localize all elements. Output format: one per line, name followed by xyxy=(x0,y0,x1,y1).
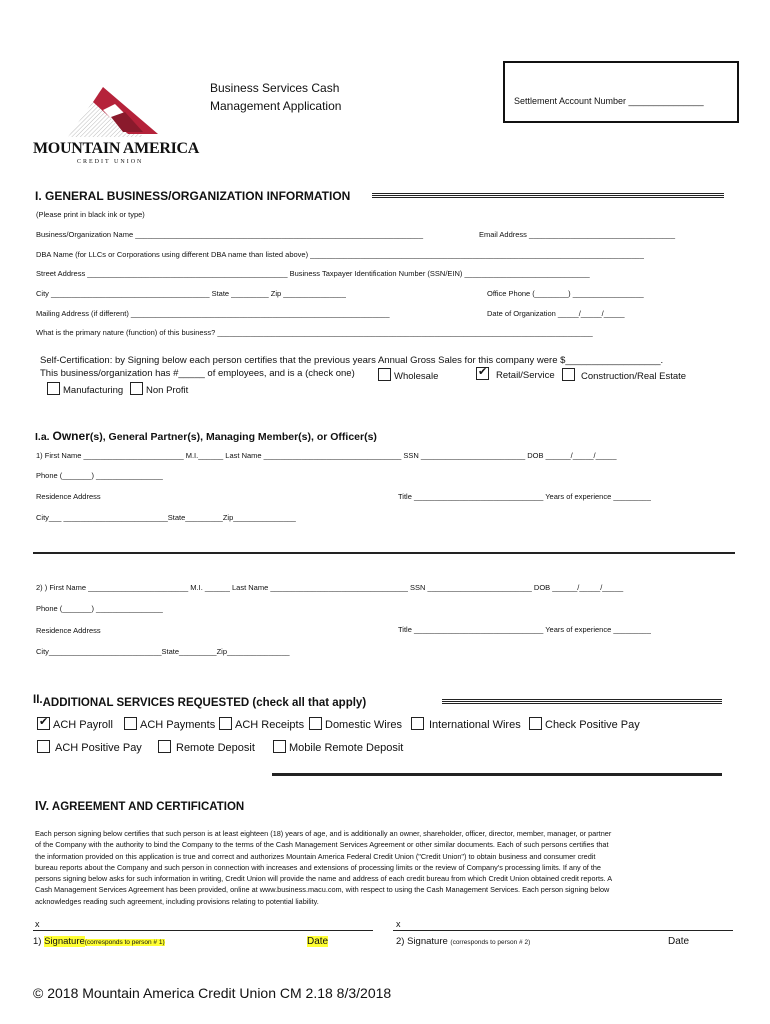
person-divider xyxy=(33,552,735,554)
section2-title: ADDITIONAL SERVICES REQUESTED (check all that apply) xyxy=(42,697,367,709)
manufacturing-checkbox[interactable] xyxy=(47,382,60,395)
check-positive-pay-checkbox[interactable] xyxy=(529,717,542,730)
person2-phone-field[interactable]: Phone (_______) ________________ xyxy=(36,604,163,613)
mobile-remote-deposit-label: Mobile Remote Deposit xyxy=(289,742,404,754)
signature1-note: (corresponds to person # 1) xyxy=(84,939,165,946)
mobile-remote-deposit-checkbox[interactable] xyxy=(273,740,286,753)
retail-service-label: Retail/Service xyxy=(496,370,555,381)
section4-prefix: IV. xyxy=(35,799,50,813)
self-certification-text: Self-Certification: by Signing below each person certifies that the previous years Annual Gross Sales for this company were $__________________. xyxy=(40,355,664,366)
option-construction[interactable] xyxy=(562,368,686,382)
signature1-label xyxy=(33,936,165,947)
option-wholesale[interactable] xyxy=(378,368,438,382)
remote-deposit-checkbox[interactable] xyxy=(158,740,171,753)
section2-bottom-rule xyxy=(272,773,722,776)
email-field[interactable]: Email Address ___________________________________ xyxy=(479,230,676,239)
dba-name-field[interactable]: DBA Name (for LLCs or Corporations using different DBA name than listed above) ________________________________________________________________________________ xyxy=(36,250,644,259)
domestic-wires-checkbox[interactable] xyxy=(309,717,322,730)
section1-rule xyxy=(372,193,724,198)
international-wires-checkbox[interactable] xyxy=(411,717,424,730)
ach-payroll-checkbox[interactable] xyxy=(37,717,50,730)
signature2-mark: x xyxy=(396,919,401,929)
signature1-num: 1) xyxy=(33,936,45,947)
agreement-line: Each person signing below certifies that such person is at least eighteen (18) years of age, and is additionally an owner, shareholder, officer, director, member, manager, or partner xyxy=(35,829,612,838)
date2-label: Date xyxy=(668,936,690,947)
settlement-account-box[interactable] xyxy=(503,61,739,123)
signature1-word: Signature xyxy=(44,936,85,947)
agreement-line: bureau reports about the Company and such person in connection with increases and extensions of processing limits or the review of Company's processing limits. If any of the xyxy=(35,862,601,872)
business-nature-field[interactable]: What is the primary nature (function) of this business? __________________________________________________________________________________________ xyxy=(36,328,593,337)
section2-rule xyxy=(442,699,722,704)
construction-checkbox[interactable] xyxy=(562,368,575,381)
logo-text: MOUNTAIN AMERICA xyxy=(33,140,200,157)
section1a-heading xyxy=(35,429,377,443)
service-remote-deposit[interactable] xyxy=(158,740,255,754)
signature2-num: 2) xyxy=(396,936,408,947)
section1-heading: I. GENERAL BUSINESS/ORGANIZATION INFORMATION xyxy=(35,189,351,203)
service-check-positive-pay[interactable] xyxy=(529,717,640,731)
agreement-line: the information provided on this application is true and correct and authorizes Mountain America Federal Credit Union ("Credit Union") to obtain business and consumer credit xyxy=(35,851,596,861)
signature1-mark: x xyxy=(35,919,40,929)
ach-receipts-checkbox[interactable] xyxy=(219,717,232,730)
option-manufacturing[interactable] xyxy=(47,382,123,396)
service-ach-receipts[interactable] xyxy=(219,717,304,731)
section1a-owner: Owner xyxy=(52,429,90,443)
domestic-wires-label: Domestic Wires xyxy=(325,719,403,731)
ach-payments-checkbox[interactable] xyxy=(124,717,137,730)
agreement-line: persons signing below asks for such information in writing, Credit Union will provide the name and address of each credit bureau from which Credit Union obtained credit reports. A xyxy=(35,874,613,884)
section4-heading xyxy=(35,799,244,813)
ach-positive-pay-label: ACH Positive Pay xyxy=(55,742,142,754)
wholesale-label: Wholesale xyxy=(394,371,439,382)
section4-title: AGREEMENT AND CERTIFICATION xyxy=(51,801,245,813)
retail-service-checkbox[interactable] xyxy=(476,367,489,380)
person2-city-field[interactable]: City___________________________State_________Zip_______________ xyxy=(36,647,290,656)
service-ach-payments[interactable] xyxy=(124,717,215,731)
ach-payments-label: ACH Payments xyxy=(140,719,216,731)
mailing-address-field[interactable]: Mailing Address (if different) ______________________________________________________________ xyxy=(36,309,390,318)
signature2-note: (corresponds to person # 2) xyxy=(450,939,531,946)
agreement-line: Cash Management Services Agreement has been provided, online at www.business.macu.com, with respect to using the Cash Management Services. Each person signing below xyxy=(35,885,610,895)
ach-positive-pay-checkbox[interactable] xyxy=(37,740,50,753)
agreement-line: acknowledges reading such agreement, including provisions relating to potential liability. xyxy=(35,896,319,906)
section1a-prefix: I.a. xyxy=(35,431,53,443)
section1a-rest: (s), General Partner(s), Managing Member(s), or Officer(s) xyxy=(89,431,377,443)
form-title-line2: Management Application xyxy=(210,99,342,113)
service-mobile-remote-deposit[interactable] xyxy=(273,740,403,754)
footer-copyright: © 2018 Mountain America Credit Union CM 2.18 8/3/2018 xyxy=(33,985,392,1001)
signature2-line[interactable] xyxy=(393,930,733,931)
remote-deposit-label: Remote Deposit xyxy=(176,742,255,754)
mountain-logo-icon xyxy=(33,82,193,142)
person2-name-line[interactable]: 2) ) First Name ________________________ M.I. ______ Last Name _________________________________ SSN _________________________ DOB ______/_____/_____ xyxy=(36,583,624,592)
ach-payroll-label: ACH Payroll xyxy=(53,719,113,731)
service-domestic-wires[interactable] xyxy=(309,717,402,731)
employees-line: This business/organization has #_____ of employees, and is a (check one) xyxy=(40,368,355,379)
section2-heading xyxy=(33,694,366,709)
logo xyxy=(33,82,200,172)
service-ach-positive-pay[interactable] xyxy=(37,740,142,754)
signature1-line[interactable] xyxy=(33,930,373,931)
option-non-profit[interactable] xyxy=(130,382,188,396)
logo-subtext: CREDIT UNION xyxy=(77,159,144,165)
person1-residence-label: Residence Address xyxy=(36,492,101,501)
office-phone-field[interactable]: Office Phone (________) _________________ xyxy=(487,289,644,298)
section2-prefix: II. xyxy=(33,694,43,706)
form-title-line1: Business Services Cash xyxy=(210,81,340,95)
non-profit-label: Non Profit xyxy=(146,385,189,396)
agreement-line: of the Company with the authority to bind the Company to the terms of the Cash Management Services Agreement or other similar documents. Each of such persons certifies that xyxy=(35,840,609,850)
person2-title-field[interactable]: Title _______________________________ Years of experience _________ xyxy=(398,625,651,634)
check-positive-pay-label: Check Positive Pay xyxy=(545,719,640,731)
section1-instruction: (Please print in black ink or type) xyxy=(36,210,145,219)
signature2-label xyxy=(396,936,530,947)
person1-phone-field[interactable]: Phone (_______) ________________ xyxy=(36,471,163,480)
person1-title-field[interactable]: Title _______________________________ Years of experience _________ xyxy=(398,492,651,501)
city-state-zip-field[interactable]: City ______________________________________ State _________ Zip _______________ xyxy=(36,289,346,298)
service-ach-payroll[interactable] xyxy=(37,717,113,731)
signature2-word: Signature xyxy=(407,936,448,947)
service-international-wires[interactable] xyxy=(411,717,521,731)
settlement-account-label: Settlement Account Number _______________ xyxy=(514,96,704,106)
person1-name-line[interactable]: 1) First Name ________________________ M.I.______ Last Name _________________________________ SSN _________________________ DOB ______/_____/_____ xyxy=(36,451,617,460)
business-name-field[interactable]: Business/Organization Name _____________________________________________________________________ xyxy=(36,230,424,239)
person2-residence-label: Residence Address xyxy=(36,626,101,635)
ach-receipts-label: ACH Receipts xyxy=(235,719,305,731)
agreement-text xyxy=(35,828,735,907)
street-address-field[interactable]: Street Address ________________________________________________ Business Taxpayer Identification Number (SSN/EIN) ______________________________ xyxy=(36,269,590,278)
international-wires-label: International Wires xyxy=(429,719,521,731)
wholesale-checkbox[interactable] xyxy=(378,368,391,381)
manufacturing-label: Manufacturing xyxy=(63,385,124,396)
option-retail-service[interactable] xyxy=(476,367,555,381)
construction-label: Construction/Real Estate xyxy=(581,371,687,382)
date1-label: Date xyxy=(307,936,329,947)
non-profit-checkbox[interactable] xyxy=(130,382,143,395)
date-of-organization-field[interactable]: Date of Organization _____/_____/_____ xyxy=(487,309,625,318)
person1-city-field[interactable]: City___ _________________________State_________Zip_______________ xyxy=(36,513,296,522)
